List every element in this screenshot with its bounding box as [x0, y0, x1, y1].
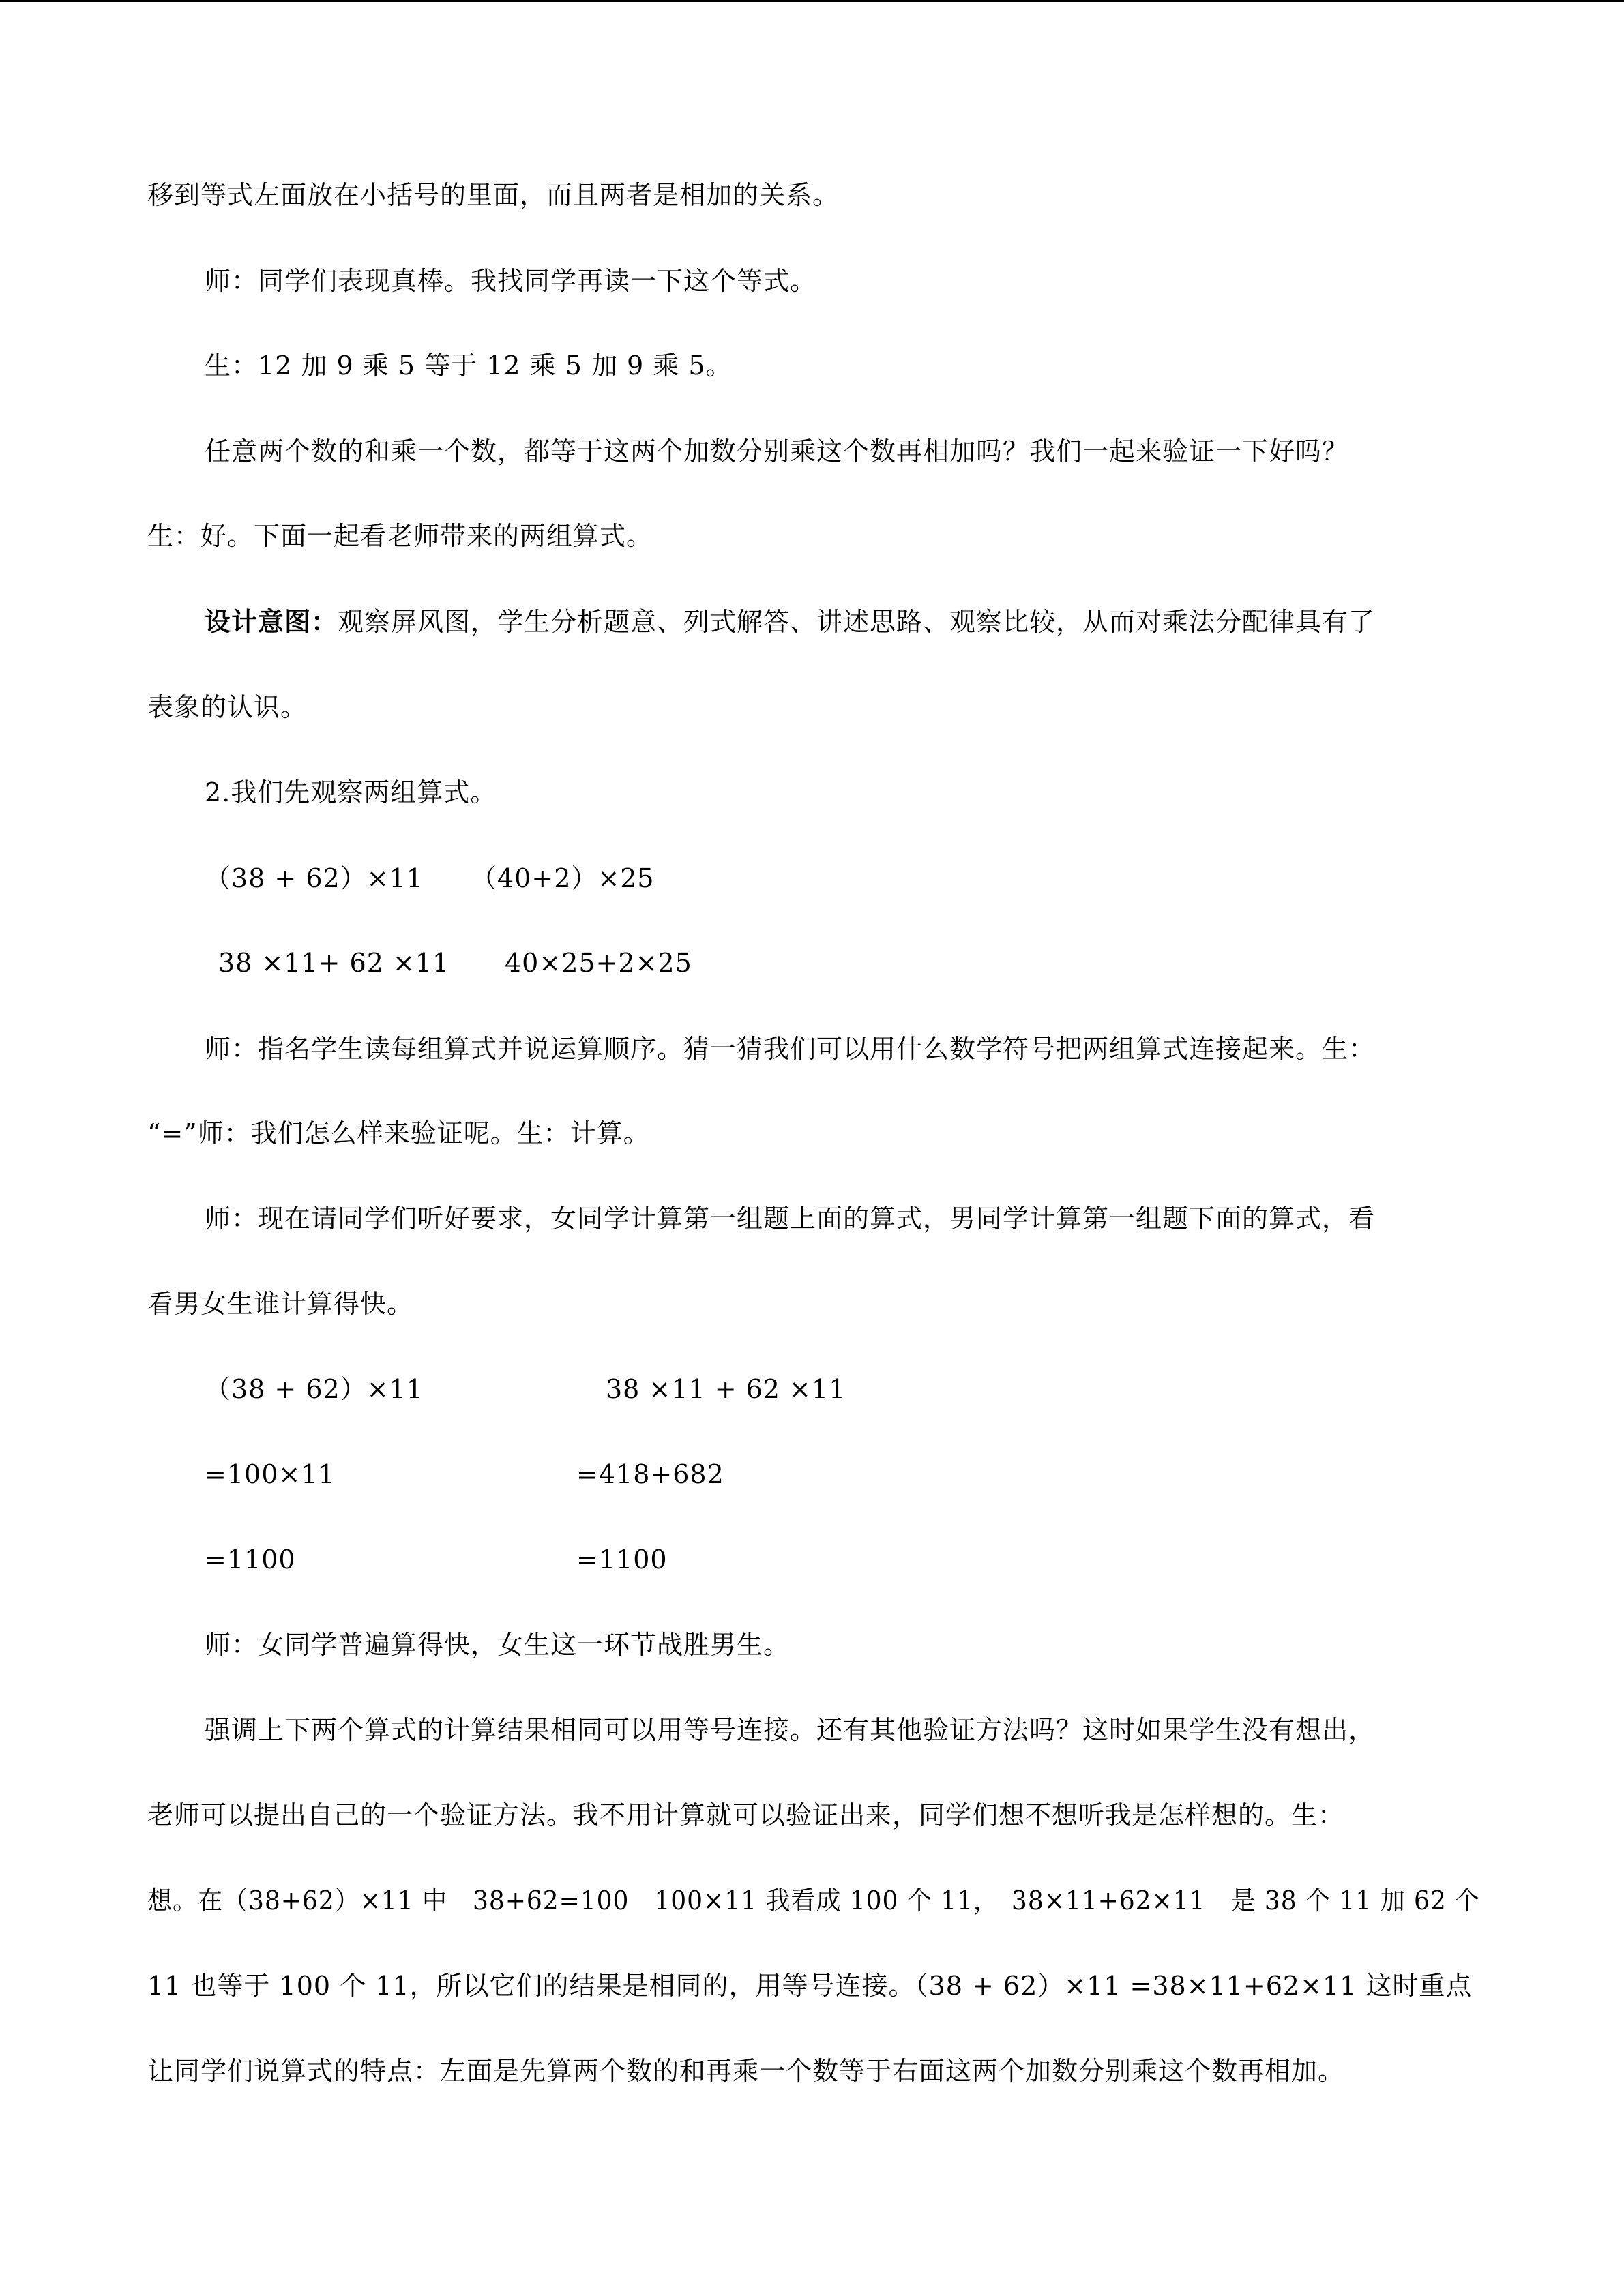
page-top-border [0, 0, 1624, 2]
section-heading: 2.我们先观察两组算式。 [205, 777, 497, 807]
paragraph-line: 师：同学们表现真棒。我找同学再读一下这个等式。 [205, 266, 817, 296]
formula: 38 ×11 + 62 ×11 [606, 1374, 846, 1404]
paragraph-line: 11 也等于 100 个 11，所以它们的结果是相同的，用等号连接。（38 + 62）×11 =38×11+62×11 这时重点 [147, 1971, 1473, 2001]
paragraph-line: 生：12 加 9 乘 5 等于 12 乘 5 加 9 乘 5。 [205, 351, 733, 381]
formula: =1100 [576, 1545, 668, 1575]
paragraph-line: 师：指名学生读每组算式并说运算顺序。猜一猜我们可以用什么数学符号把两组算式连接起来。生： [205, 1034, 1376, 1064]
formula: =1100 [205, 1545, 296, 1575]
paragraph-line: 移到等式左面放在小括号的里面，而且两者是相加的关系。 [147, 180, 840, 210]
paragraph-line: 老师可以提出自己的一个验证方法。我不用计算就可以验证出来，同学们想不想听我是怎样想的。生： [147, 1800, 1345, 1830]
formula: （40+2）×25 [471, 863, 655, 893]
paragraph-line: 生：好。下面一起看老师带来的两组算式。 [147, 521, 653, 551]
paragraph-line [205, 606, 1375, 638]
paragraph-line: 表象的认识。 [147, 692, 308, 722]
paragraph-line: 强调上下两个算式的计算结果相同可以用等号连接。还有其他验证方法吗？这时如果学生没有想出， [205, 1715, 1376, 1745]
formula: 38 ×11+ 62 ×11 [218, 948, 450, 978]
formula: （38 + 62）×11 [205, 863, 424, 893]
formula: 40×25+2×25 [505, 948, 692, 978]
paragraph-line: 师：女同学普遍算得快，女生这一环节战胜男生。 [205, 1630, 791, 1660]
paragraph-line: 让同学们说算式的特点：左面是先算两个数的和再乘一个数等于右面这两个加数分别乘这个数再相加。 [147, 2056, 1345, 2086]
paragraph-line: 看男女生谁计算得快。 [147, 1289, 414, 1319]
paragraph-line: “=”师：我们怎么样来验证呢。生：计算。 [147, 1118, 650, 1148]
formula: =100×11 [205, 1459, 336, 1489]
formula: （38 + 62）×11 [205, 1374, 424, 1404]
design-intent-label: 设计意图： [205, 606, 338, 637]
paragraph-line: 想。在（38+62）×11 中 38+62=100 100×11 我看成 100 个 11， 38×11+62×11 是 38 个 11 加 62 个 [147, 1885, 1481, 1915]
design-intent-text: 观察屏风图，学生分析题意、列式解答、讲述思路、观察比较，从而对乘法分配律具有了 [338, 607, 1376, 637]
paragraph-line: 师：现在请同学们听好要求，女同学计算第一组题上面的算式，男同学计算第一组题下面的算式，看 [205, 1204, 1376, 1234]
paragraph-line: 任意两个数的和乘一个数，都等于这两个加数分别乘这个数再相加吗？我们一起来验证一下好吗？ [205, 436, 1349, 466]
formula: =418+682 [576, 1459, 724, 1489]
